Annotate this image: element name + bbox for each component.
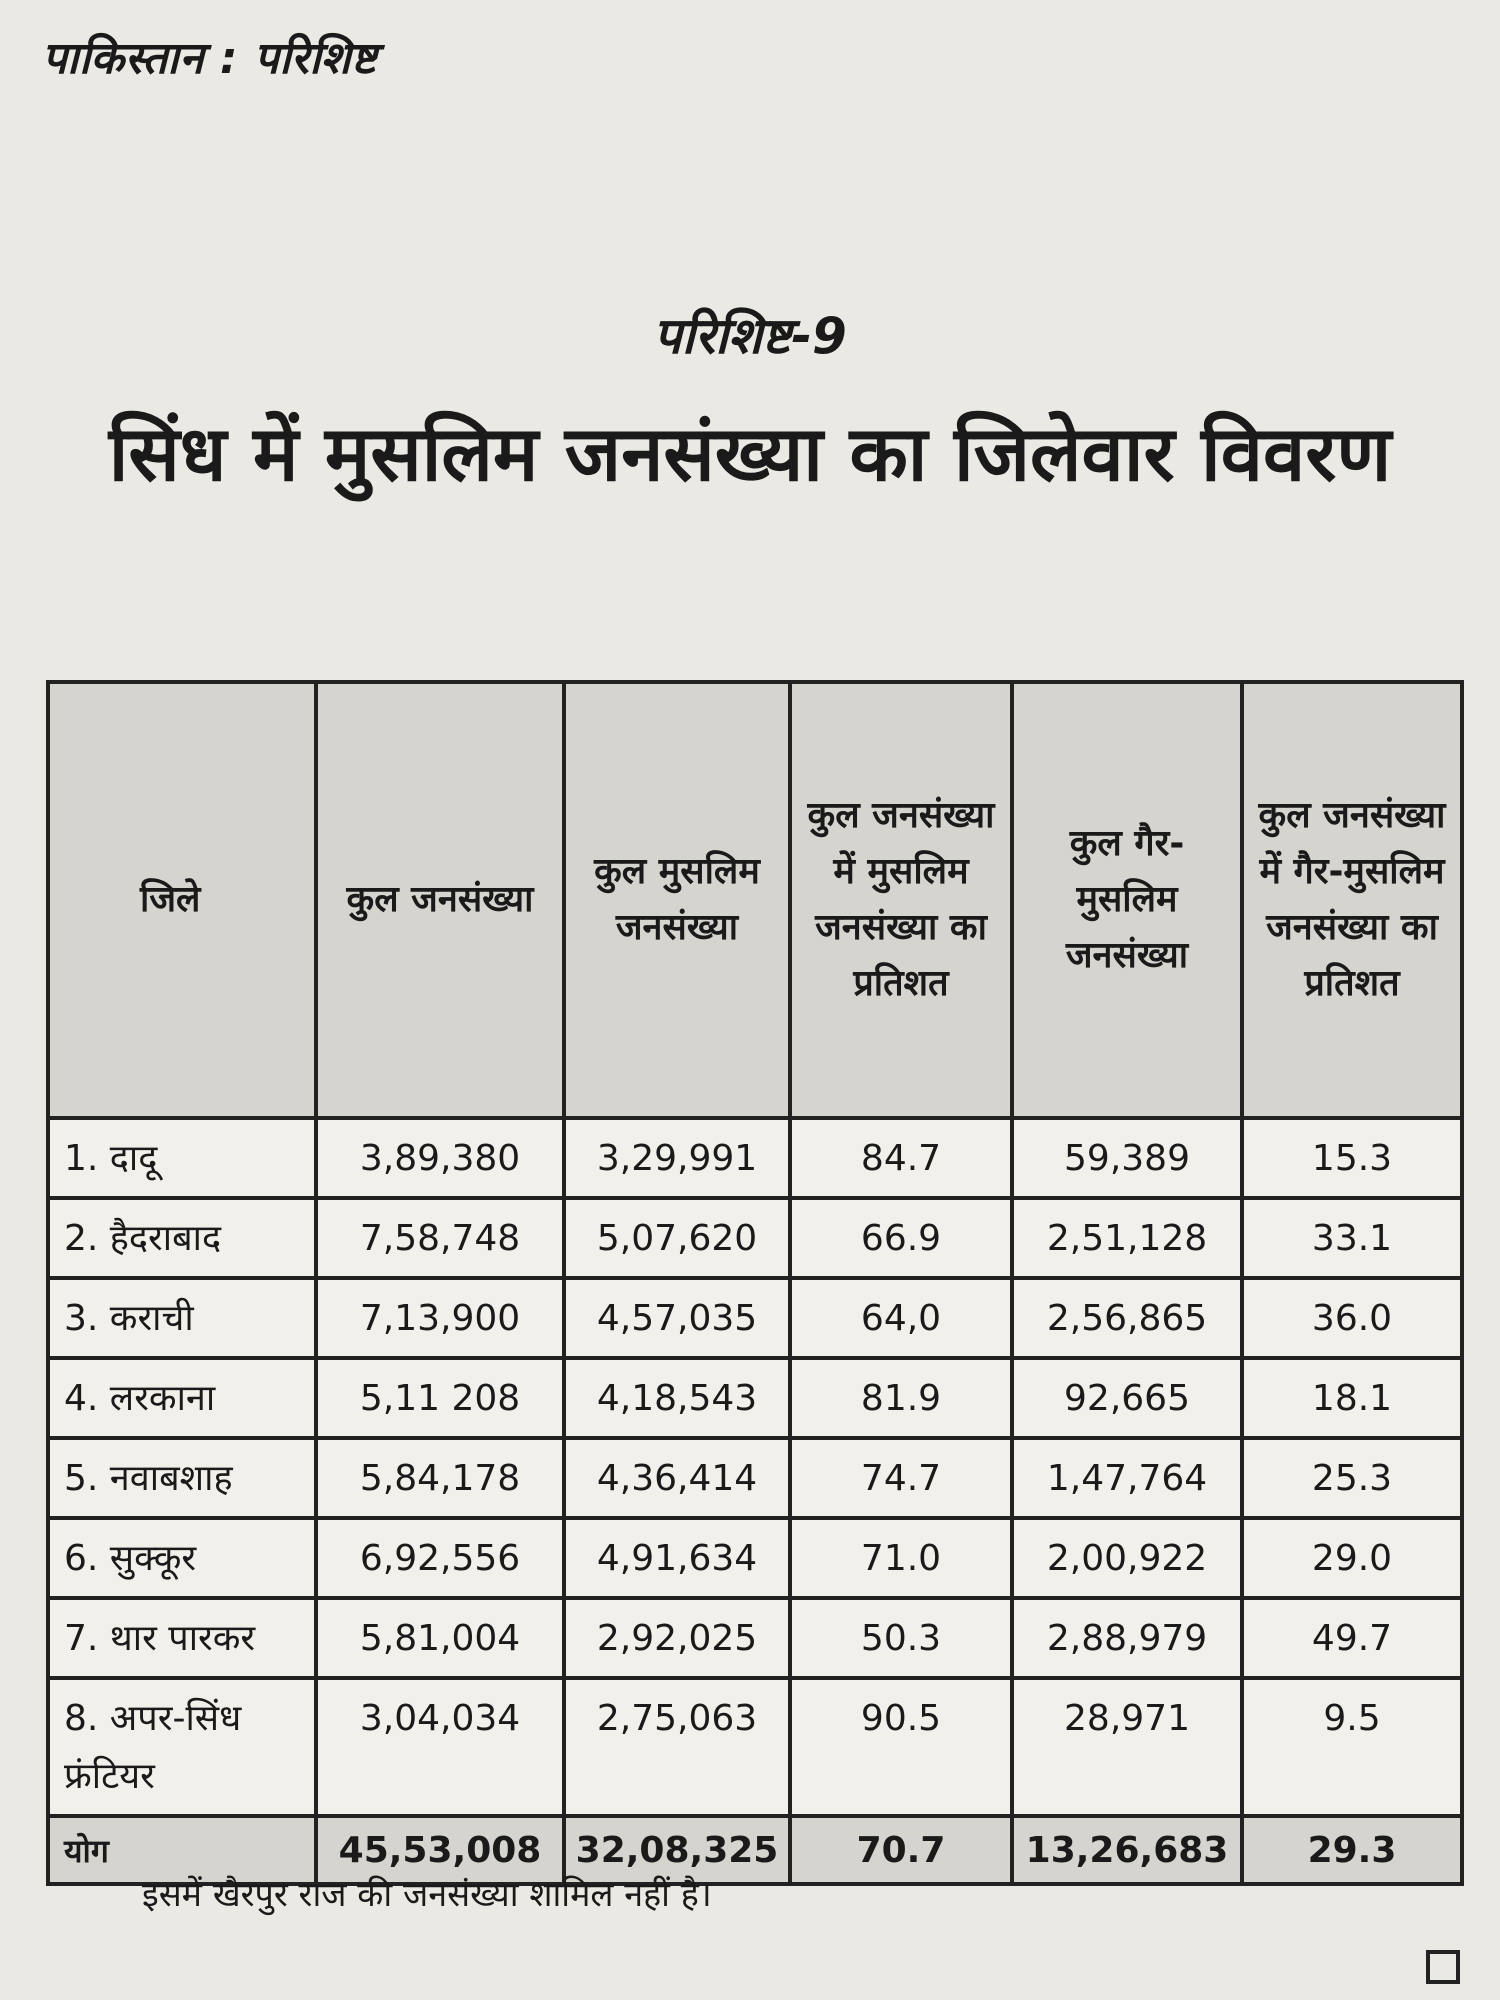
district-cell: 1. दादू xyxy=(48,1118,316,1198)
non-muslim-percent-cell: 9.5 xyxy=(1242,1678,1462,1816)
table-row xyxy=(48,1598,1462,1678)
non-muslim-percent-cell: 33.1 xyxy=(1242,1198,1462,1278)
muslim-percent-cell: 50.3 xyxy=(790,1598,1012,1678)
column-header-non-muslim-population: कुल गैर-मुसलिम जनसंख्या xyxy=(1012,682,1242,1118)
table-row xyxy=(48,1118,1462,1198)
grand-total-muslim: 32,08,325 xyxy=(564,1816,790,1884)
grand-total-non-muslim: 13,26,683 xyxy=(1012,1816,1242,1884)
non-muslim-population-cell: 2,56,865 xyxy=(1012,1278,1242,1358)
table-row xyxy=(48,1518,1462,1598)
total-population-cell: 5,11 208 xyxy=(316,1358,564,1438)
table-row xyxy=(48,1358,1462,1438)
district-cell: 8. अपर-सिंध फ्रंटियर xyxy=(48,1678,316,1816)
column-header-total-population: कुल जनसंख्या xyxy=(316,682,564,1118)
non-muslim-population-cell: 2,00,922 xyxy=(1012,1518,1242,1598)
district-cell: 3. कराची xyxy=(48,1278,316,1358)
non-muslim-percent-cell: 25.3 xyxy=(1242,1438,1462,1518)
non-muslim-percent-cell: 29.0 xyxy=(1242,1518,1462,1598)
non-muslim-population-cell: 92,665 xyxy=(1012,1358,1242,1438)
district-cell: 4. लरकाना xyxy=(48,1358,316,1438)
muslim-percent-cell: 66.9 xyxy=(790,1198,1012,1278)
district-cell: 7. थार पारकर xyxy=(48,1598,316,1678)
non-muslim-population-cell: 1,47,764 xyxy=(1012,1438,1242,1518)
end-of-section-square-icon xyxy=(1426,1950,1460,1984)
table-row xyxy=(48,1198,1462,1278)
non-muslim-percent-cell: 36.0 xyxy=(1242,1278,1462,1358)
district-cell: 2. हैदराबाद xyxy=(48,1198,316,1278)
muslim-percent-cell: 90.5 xyxy=(790,1678,1012,1816)
table-row xyxy=(48,1278,1462,1358)
muslim-population-cell: 4,36,414 xyxy=(564,1438,790,1518)
non-muslim-population-cell: 2,51,128 xyxy=(1012,1198,1242,1278)
muslim-percent-cell: 74.7 xyxy=(790,1438,1012,1518)
non-muslim-percent-cell: 18.1 xyxy=(1242,1358,1462,1438)
muslim-percent-cell: 64,0 xyxy=(790,1278,1012,1358)
muslim-population-cell: 2,92,025 xyxy=(564,1598,790,1678)
muslim-population-cell: 4,18,543 xyxy=(564,1358,790,1438)
muslim-population-cell: 2,75,063 xyxy=(564,1678,790,1816)
grand-total-muslim-percent: 70.7 xyxy=(790,1816,1012,1884)
muslim-percent-cell: 71.0 xyxy=(790,1518,1012,1598)
running-header: पाकिस्तान : परिशिष्ट xyxy=(42,33,378,84)
page-title: सिंध में मुसलिम जनसंख्या का जिलेवार विवरण xyxy=(108,409,1392,498)
column-header-district: जिले xyxy=(48,682,316,1118)
muslim-population-cell: 4,91,634 xyxy=(564,1518,790,1598)
total-label: योग xyxy=(48,1816,316,1884)
district-cell: 6. सुक्कूर xyxy=(48,1518,316,1598)
total-population-cell: 7,13,900 xyxy=(316,1278,564,1358)
non-muslim-population-cell: 59,389 xyxy=(1012,1118,1242,1198)
total-population-cell: 3,04,034 xyxy=(316,1678,564,1816)
table-row xyxy=(48,1678,1462,1816)
table-header-row xyxy=(48,682,1462,1118)
footnote: इसमें खैरपुर राज की जनसंख्या शामिल नहीं है। xyxy=(142,1875,712,1915)
muslim-percent-cell: 84.7 xyxy=(790,1118,1012,1198)
column-header-non-muslim-percent: कुल जनसंख्या में गैर-मुसलिम जनसंख्या का प्रतिशत xyxy=(1242,682,1462,1118)
grand-total-non-muslim-percent: 29.3 xyxy=(1242,1816,1462,1884)
total-population-cell: 5,81,004 xyxy=(316,1598,564,1678)
total-population-cell: 6,92,556 xyxy=(316,1518,564,1598)
table-row xyxy=(48,1438,1462,1518)
muslim-population-cell: 3,29,991 xyxy=(564,1118,790,1198)
muslim-population-cell: 5,07,620 xyxy=(564,1198,790,1278)
column-header-muslim-percent: कुल जनसंख्या में मुसलिम जनसंख्या का प्रतिशत xyxy=(790,682,1012,1118)
non-muslim-population-cell: 28,971 xyxy=(1012,1678,1242,1816)
appendix-label: परिशिष्ट-9 xyxy=(653,307,847,365)
district-cell: 5. नवाबशाह xyxy=(48,1438,316,1518)
non-muslim-percent-cell: 15.3 xyxy=(1242,1118,1462,1198)
column-header-muslim-population: कुल मुसलिम जनसंख्या xyxy=(564,682,790,1118)
district-population-table xyxy=(46,680,1464,1886)
muslim-percent-cell: 81.9 xyxy=(790,1358,1012,1438)
non-muslim-population-cell: 2,88,979 xyxy=(1012,1598,1242,1678)
total-population-cell: 5,84,178 xyxy=(316,1438,564,1518)
muslim-population-cell: 4,57,035 xyxy=(564,1278,790,1358)
non-muslim-percent-cell: 49.7 xyxy=(1242,1598,1462,1678)
total-population-cell: 7,58,748 xyxy=(316,1198,564,1278)
total-population-cell: 3,89,380 xyxy=(316,1118,564,1198)
grand-total-population: 45,53,008 xyxy=(316,1816,564,1884)
